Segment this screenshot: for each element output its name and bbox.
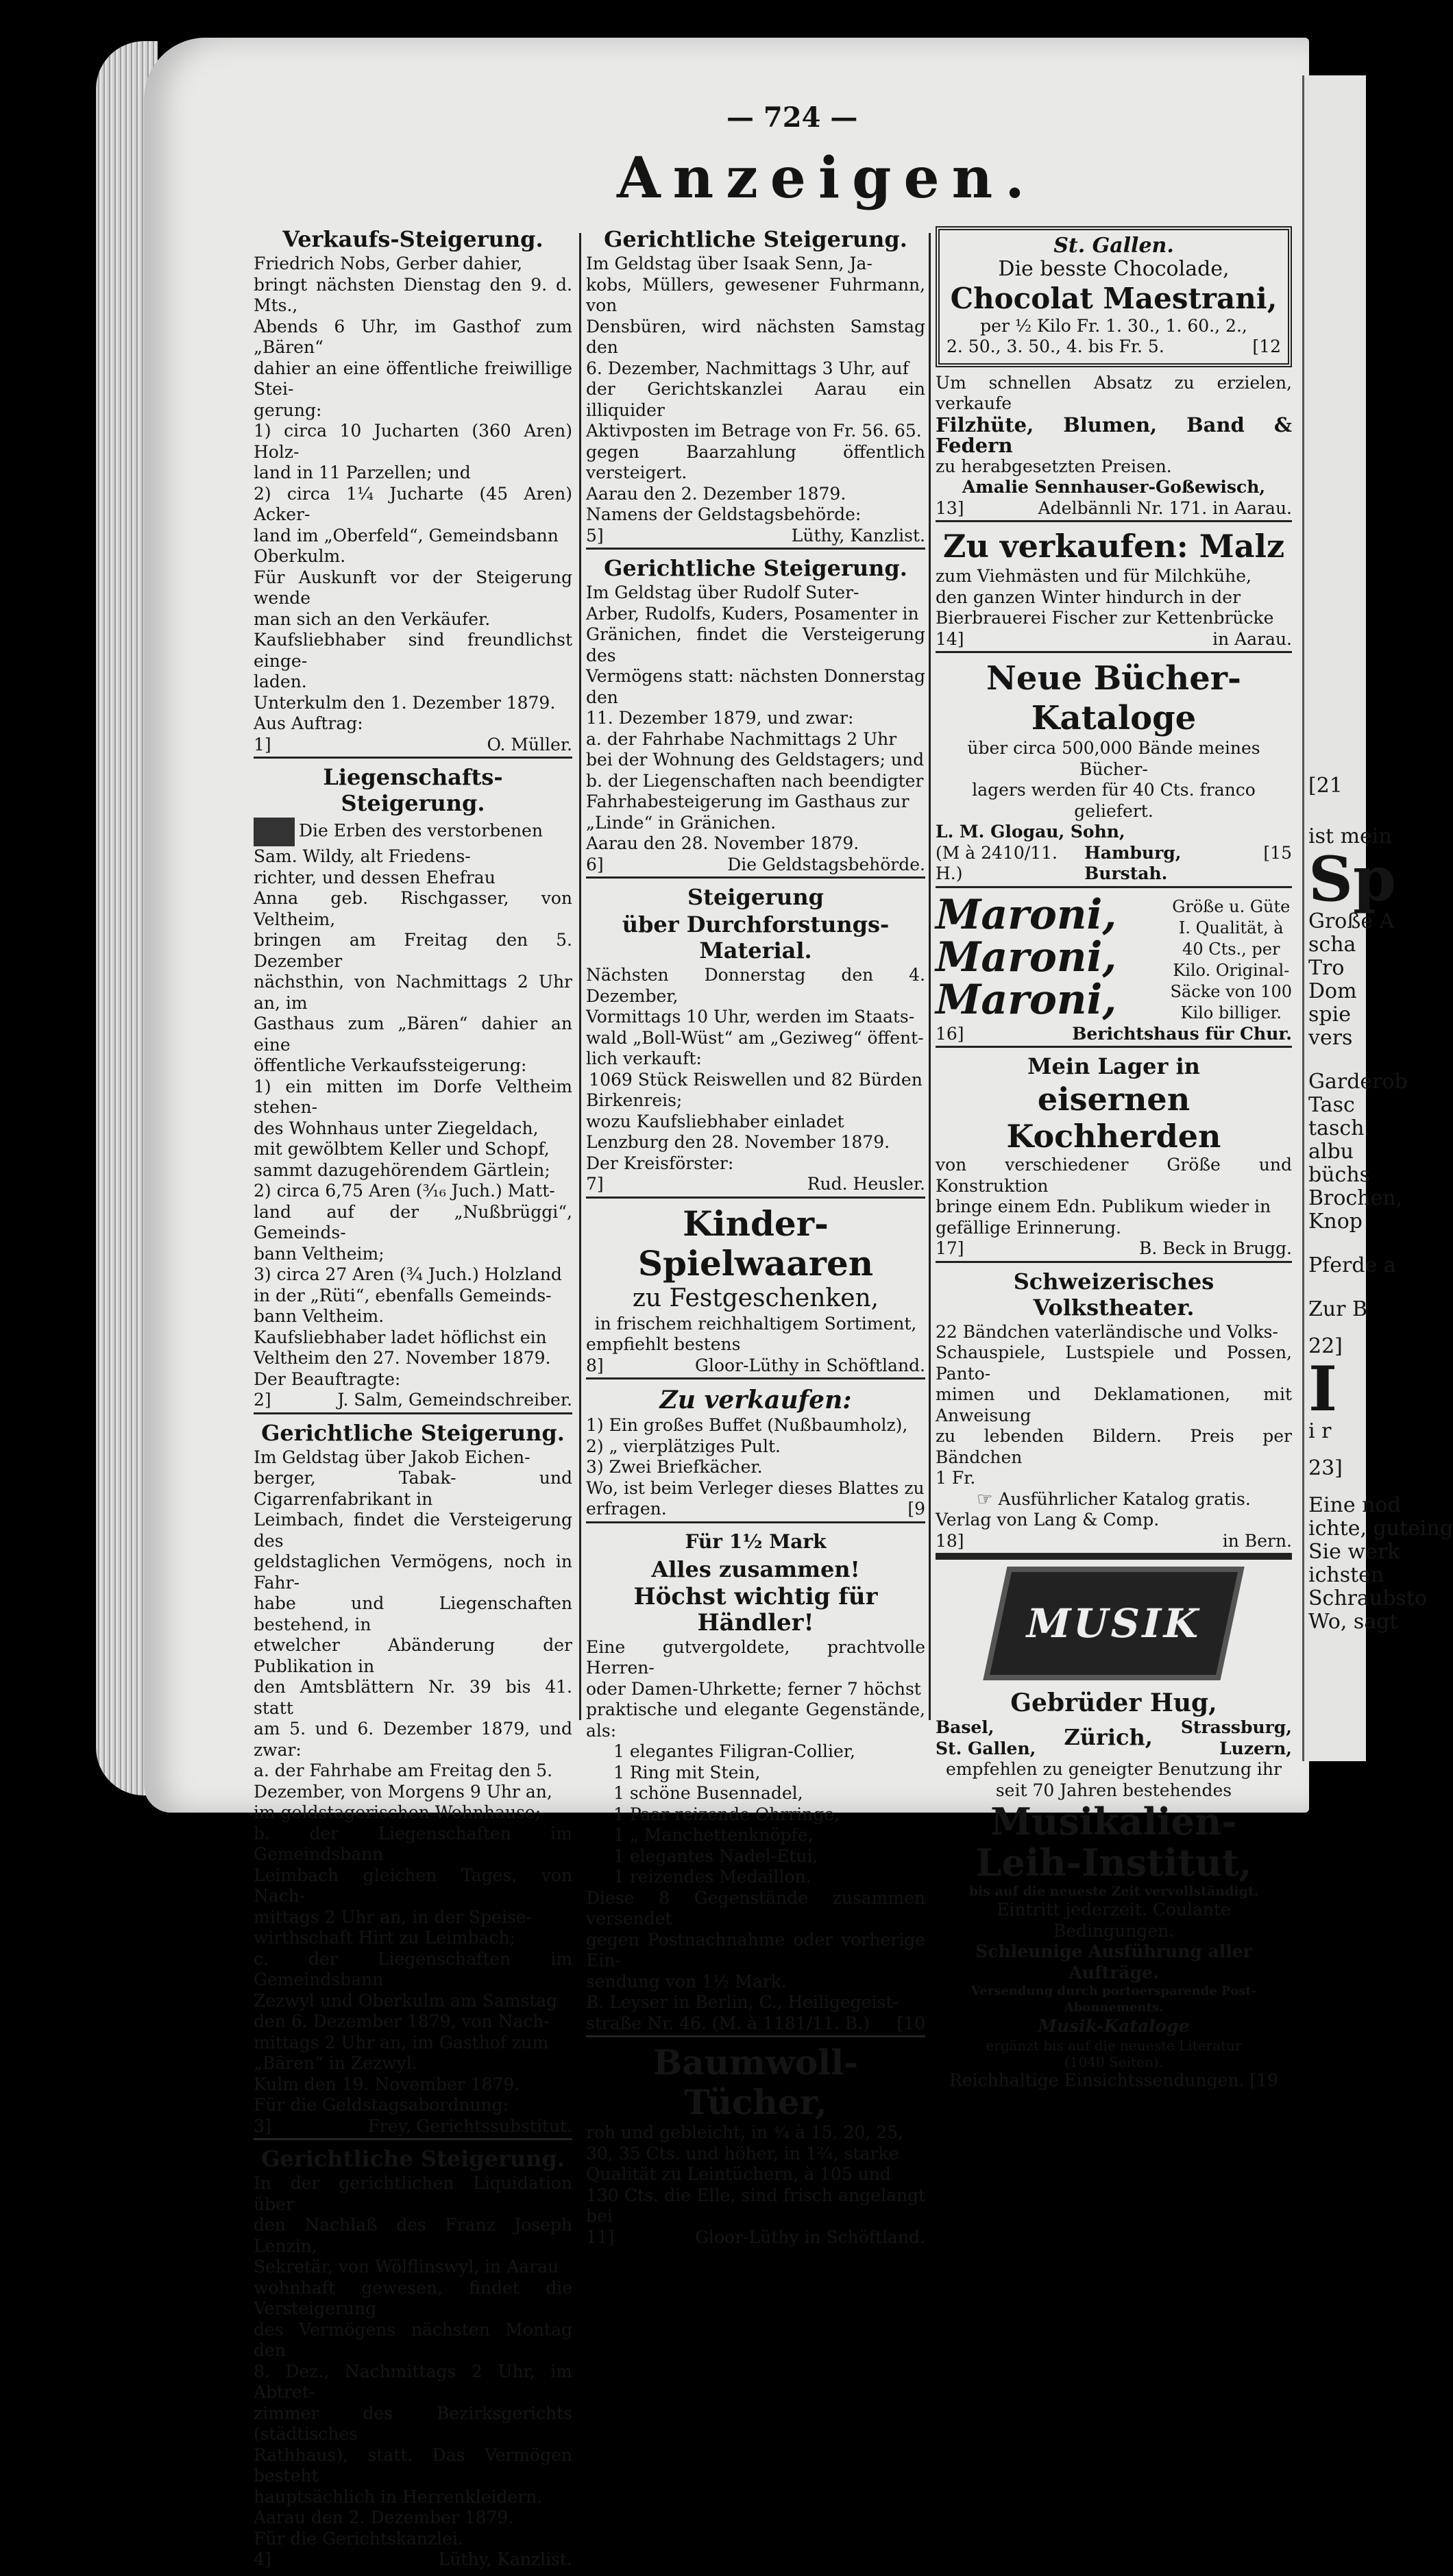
ad-line: Chocolat Maestrani, <box>950 281 1278 315</box>
ad-line: mittags 2 Uhr an, in der Speise- <box>254 1906 533 1927</box>
fragment-line: Große A <box>1308 909 1395 933</box>
ad-line: Amalie Sennhauser-Goßewisch, <box>962 477 1266 497</box>
ad-line: b. der Liegenschaften nach beendigter <box>586 770 924 791</box>
maroni-word: Maroni, <box>936 933 1117 981</box>
ad-line: „Bären“ in Zezwyl. <box>254 2053 417 2073</box>
ad-line: Rathhaus), statt. Das Vermögen besteht <box>254 2444 572 2486</box>
ad-line: bringen am Freitag den 5. Dezember <box>254 930 572 971</box>
ad-line: den Nachlaß des Franz Joseph Lenzin, <box>254 2215 572 2256</box>
ad-8 <box>586 1204 925 1380</box>
fragment-line: Wo, sagt <box>1308 1610 1398 1634</box>
ad-line: laden. <box>254 672 307 691</box>
ad-line: in Bern. <box>1222 1530 1292 1551</box>
ad-line: (1040 Seiten). <box>1064 2053 1163 2070</box>
ad-line: seit 70 Jahren bestehendes <box>995 1780 1232 1800</box>
ad-line: Veltheim den 27. November 1879. <box>254 1348 551 1368</box>
ad-line: 1069 Stück Reiswellen und 82 Bürden <box>589 1069 923 1090</box>
fragment-line: Tro <box>1308 956 1345 980</box>
ad-line: 1) ein mitten im Dorfe Veltheim stehen- <box>254 1076 572 1117</box>
ad-line: Birkenreis; <box>586 1090 683 1110</box>
ad-line: Namens der Geldstagsbehörde: <box>586 504 862 524</box>
ad-line: 2) circa 6,75 Aren (³⁄₁₆ Juch.) Matt- <box>254 1181 555 1201</box>
fragment-line: Sie werk <box>1308 1540 1400 1564</box>
ad-title: Alles zusammen! <box>651 1556 860 1582</box>
fragment-line: Brochen, <box>1308 1186 1403 1210</box>
ad-line: 1 reizendes Medaillon. <box>613 1867 811 1887</box>
ad-line: Im Geldstag über Jakob Eichen- <box>254 1447 530 1467</box>
ad-line: land auf der „Nußbrüggi“, Gemeinds- <box>254 1201 572 1242</box>
ad-line: wirthschaft Hirt zu Leimbach; <box>254 1928 516 1948</box>
ad-line: mit gewölbtem Keller und Schopf, <box>254 1139 550 1159</box>
fragment-line: Zur B <box>1308 1297 1368 1321</box>
ad-18 <box>936 1268 1292 1560</box>
fragment-line: tasch <box>1308 1116 1365 1140</box>
ad-number: [9 <box>907 1499 925 1519</box>
ad-line: Für Auskunft vor der Steigerung wende <box>254 567 572 608</box>
ad-line: Für die Gerichtskanzlei. <box>254 2528 463 2549</box>
ad-title: Verkaufs-Steigerung. <box>282 226 544 252</box>
ad-line: zu herabgesetzten Preisen. <box>936 456 1172 476</box>
ad-line: 40 Cts., per <box>1182 939 1280 959</box>
ad-line: Die besste Chocolade, <box>998 256 1230 281</box>
city: Zürich, <box>1064 1724 1153 1750</box>
ad-line: Unterkulm den 1. Dezember 1879. <box>254 692 556 713</box>
fragment-line: Sp <box>1308 843 1396 916</box>
column-rule <box>579 233 581 1720</box>
ad-pretitle: Für 1½ Mark <box>685 1530 827 1553</box>
ad-title: Gebrüder Hug, <box>1010 1689 1217 1717</box>
ad-line: straße Nr. 46. (M. à 1181/11. B.) <box>586 2013 870 2033</box>
ad-line: gefällige Erinnerung. <box>936 1217 1121 1238</box>
ad-line: 11. Dezember 1879, und zwar: <box>586 708 854 728</box>
ad-number: 3] <box>254 2115 271 2136</box>
ad-line: Sam. Wildy, alt Friedens- <box>254 846 471 866</box>
ad-line: Arber, Rudolfs, Kuders, Posamenter in <box>586 603 919 624</box>
ad-line: Der Kreisförster: <box>586 1153 734 1173</box>
ad-line: Aarau den 2. Dezember 1879. <box>254 2507 514 2527</box>
ad-line: empfehlen zu geneigter Benutzung ihr <box>946 1759 1282 1779</box>
ad-line: Nächsten Donnerstag den 4. Dezember, <box>586 965 925 1006</box>
ad-line: des Wohnhaus unter Ziegeldach, <box>254 1118 539 1138</box>
ad-line: „Linde“ in Gränichen. <box>586 812 777 833</box>
ad-line: Leimbach, findet die Versteigerung des <box>254 1510 572 1551</box>
ad-line: den ganzen Winter hindurch in der <box>936 587 1241 607</box>
ad-line: Wo, ist beim Verleger dieses Blattes zu <box>586 1477 925 1498</box>
ad-line: (M à 2410/11. H.) <box>936 842 1058 883</box>
ad-line: lich verkauft: <box>586 1048 702 1068</box>
ad-line: 22 Bändchen vaterländische und Volks- <box>936 1321 1278 1342</box>
ad-signature: Gloor-Lüthy in Schöftland. <box>695 2227 925 2247</box>
ad-line: a. der Fahrhabe Nachmittags 2 Uhr <box>586 728 897 749</box>
ad-number: 13] <box>936 498 964 518</box>
ad-line: in der „Rüti“, ebenfalls Gemeinds- <box>254 1285 552 1305</box>
fragment-line: scha <box>1308 933 1356 957</box>
ad-line: Friedrich Nobs, Gerber dahier, <box>254 254 523 273</box>
ad-line: sammt dazugehörendem Gärtlein; <box>254 1160 550 1180</box>
ad-title: Gerichtliche Steigerung. <box>604 555 907 581</box>
ad-line: 2) „ vierplätziges Pult. <box>586 1436 781 1456</box>
ad-title: Neue Bücher-Kataloge <box>986 659 1241 737</box>
house-icon <box>254 818 295 846</box>
ad-line: Fahrhabesteigerung im Gasthaus zur <box>586 792 909 811</box>
ad-signature: Frey, Gerichtssubstitut. <box>367 2115 572 2136</box>
ad-line: Musik-Kataloge <box>1038 2016 1190 2036</box>
ad-line: Aarau den 2. Dezember 1879. <box>586 483 846 504</box>
ad-line: Schleunige Ausführung aller Aufträge. <box>975 1941 1252 1983</box>
ad-signature: Lüthy, Kanzlist. <box>791 525 925 545</box>
ad-line: Eine gutvergoldete, prachtvolle Herren- <box>586 1636 925 1678</box>
ad-line: mittags 2 Uhr an, im Gasthof zum <box>254 2032 549 2052</box>
maroni-word: Maroni, <box>936 975 1117 1024</box>
ad-line: oder Damen-Uhrkette; ferner 7 höchst <box>586 1678 921 1699</box>
ad-line: in Aarau. <box>1212 628 1292 649</box>
ad-line: 1) Ein großes Buffet (Nußbaumholz), <box>586 1415 908 1435</box>
ad-title: Schweizerisches Volkstheater. <box>1013 1268 1214 1321</box>
ad-line: 130 Cts. die Elle, sind frisch angelangt bei <box>586 2185 925 2226</box>
ad-15 <box>936 659 1292 888</box>
ad-17 <box>936 1053 1292 1263</box>
ad-line: der Gerichtskanzlei Aarau ein illiquider <box>586 379 925 420</box>
fragment-line: 23] <box>1308 1456 1343 1480</box>
ad-line: Aus Auftrag: <box>254 713 363 733</box>
ad-line: 1 „ Manchettenknöpfe, <box>613 1825 814 1845</box>
fragment-line: ichsten <box>1308 1563 1384 1587</box>
ad-line: Der Beauftragte: <box>254 1369 401 1389</box>
ad-line: 1 elegantes Filigran-Collier, <box>613 1741 855 1761</box>
ad-line: Zezwyl und Oberkulm am Samstag <box>254 1990 558 2011</box>
ad-line: Kaufsliebhaber sind freundlichst einge- <box>254 630 572 671</box>
ad-12 <box>936 226 1292 367</box>
ad-line: bringe einem Edn. Publikum wieder in <box>936 1197 1271 1216</box>
ad-19 <box>936 1567 1292 2091</box>
ad-title: Liegenschafts-Steigerung. <box>323 764 503 816</box>
ad-line: Hamburg, Burstah. <box>1084 842 1182 883</box>
ad-line: etwelcher Abänderung der Publikation in <box>254 1635 572 1676</box>
ad-line: empfiehlt bestens <box>586 1334 741 1354</box>
ad-line: 1) circa 10 Jucharten (360 Aren) Holz- <box>254 421 572 462</box>
ad-number: 8] <box>586 1355 604 1375</box>
ad-line: geldstaglichen Vermögens, noch in Fahr- <box>254 1551 572 1593</box>
column-3 <box>936 226 1292 2096</box>
ad-line: bei der Wohnung des Geldstagers; und <box>586 750 925 770</box>
ad-line: Die Erben des verstorbenen <box>299 820 543 841</box>
ad-10 <box>586 1529 925 2038</box>
fragment-line: I <box>1308 1353 1338 1425</box>
ad-title: Baumwoll-Tücher, <box>652 2042 859 2122</box>
ad-13 <box>936 373 1292 523</box>
ad-number: [10 <box>896 2013 925 2033</box>
ad-line: wald „Boll-Wüst“ am „Geziweg“ öffent- <box>586 1027 924 1048</box>
ad-line: habe und Liegenschaften bestehend, in <box>254 1593 572 1634</box>
ad-number: 14] <box>936 628 964 649</box>
ad-line: Eintritt jederzeit. Coulante Bedingungen. <box>997 1900 1231 1941</box>
ad-line: Kulm den 19. November 1879. <box>254 2074 520 2094</box>
ad-4 <box>254 2146 572 2571</box>
ad-number: 4] <box>254 2549 271 2569</box>
ad-line: den Amtsblättern Nr. 39 bis 41. statt <box>254 1677 572 1718</box>
ad-line: Für die Geldstagsabordnung: <box>254 2095 509 2115</box>
ad-signature: B. Beck in Brugg. <box>1139 1238 1292 1258</box>
ad-line: bringt nächsten Dienstag den 9. d. Mts., <box>254 274 572 315</box>
ad-line: sendung von 1½ Mark. <box>586 1971 787 1991</box>
ad-line: 2) circa 1¼ Jucharte (45 Aren) Acker- <box>254 483 572 524</box>
ad-line: 6. Dezember, Nachmittags 3 Uhr, auf <box>586 358 909 378</box>
ad-9 <box>586 1385 925 1523</box>
ad-line: lagers werden für 40 Cts. franco geliefert. <box>972 780 1256 821</box>
city: Basel, <box>936 1717 994 1737</box>
ad-number: 5] <box>586 525 604 545</box>
ad-title: Zu verkaufen: <box>659 1386 852 1414</box>
ad-5 <box>586 226 925 550</box>
ad-line: roh und gebleicht, in ⁴⁄₄ à 15, 20, 25, <box>586 2122 904 2142</box>
city: Strassburg, <box>1180 1717 1292 1737</box>
city: St. Gallen, <box>936 1738 1036 1758</box>
ad-line: Vermögens statt: nächsten Donnerstag den <box>586 666 925 707</box>
city: Luzern, <box>1219 1738 1292 1758</box>
fragment-line: ichte, guteing <box>1308 1517 1453 1541</box>
ad-line: Filzhüte, Blumen, Band & Federn <box>936 413 1292 457</box>
ad-title: Kinder-Spielwaaren <box>637 1203 874 1284</box>
ad-number: 2] <box>254 1390 271 1410</box>
fragment-line: albu <box>1308 1140 1354 1164</box>
ad-line: Leimbach gleichen Tages, von Nach- <box>254 1865 572 1906</box>
ad-title: Steigerung <box>687 884 824 910</box>
ad-number: 17] <box>936 1238 964 1258</box>
ad-line: Aarau den 28. November 1879. <box>586 833 859 853</box>
fragment-line: i r <box>1308 1419 1332 1443</box>
ad-subtitle: Höchst wichtig für Händler! <box>633 1582 878 1636</box>
page-heading: Anzeigen. <box>617 145 1037 211</box>
ad-line: Qualität zu Leintüchern, à 105 und <box>586 2164 891 2184</box>
ad-1 <box>254 226 572 759</box>
ad-2 <box>254 764 572 1414</box>
ad-line: gerung: <box>254 400 322 420</box>
ad-3 <box>254 1420 572 2141</box>
ad-line: richter, und dessen Ehefrau <box>254 867 496 887</box>
fragment-line: 22] <box>1308 1334 1343 1358</box>
ad-line: Oberkulm. <box>254 546 346 566</box>
ad-line: Kilo billiger. <box>1180 1003 1282 1022</box>
ad-bigline: Leih-Institut, <box>975 1841 1252 1885</box>
ad-line: des Vermögens nächsten Montag den <box>254 2319 572 2360</box>
ad-line: zu lebenden Bildern. Preis per Bändchen <box>936 1426 1292 1467</box>
ad-line: c. der Liegenschaften im Gemeindsbann <box>254 1948 572 1989</box>
ad-line: Lenzburg den 28. November 1879. <box>586 1132 890 1152</box>
ad-line: hauptsächlich in Herrenkleidern. <box>254 2486 543 2507</box>
ad-line: erfragen. <box>586 1499 667 1519</box>
ad-signature: Die Geldstagsbehörde. <box>727 854 925 874</box>
ad-line: Ausführlicher Katalog gratis. <box>998 1488 1251 1509</box>
fragment-line: Tasc <box>1308 1093 1355 1117</box>
ad-line: land im „Oberfeld“, Gemeindsbann <box>254 525 559 545</box>
ad-line: am 5. und 6. Dezember 1879, und zwar: <box>254 1719 572 1760</box>
ad-title: Gerichtliche Steigerung. <box>261 1419 565 1446</box>
adjacent-page-fragment <box>1302 75 1453 1761</box>
ad-line: Kaufsliebhaber ladet höflichst ein <box>254 1327 547 1347</box>
ad-line: Bierbrauerei Fischer zur Kettenbrücke <box>936 608 1274 628</box>
ad-line: Aktivposten im Betrage von Fr. 56. 65. <box>586 421 922 441</box>
ad-7 <box>586 884 925 1199</box>
ad-line: b. der Liegenschaften im Gemeindsbann <box>254 1823 572 1864</box>
fragment-line: ist mein <box>1308 824 1392 848</box>
column-2 <box>586 226 925 2253</box>
musik-logo: MUSIK <box>983 1567 1244 1680</box>
column-1 <box>254 226 572 2576</box>
page-number: — 724 — <box>726 101 858 134</box>
ad-line: zimmer des Bezirksgerichts (städtisches <box>254 2403 572 2444</box>
column-rule <box>929 233 931 1720</box>
ad-line: Schauspiele, Lustspiele und Possen, Panto- <box>936 1342 1292 1384</box>
ad-line: land in 11 Parzellen; und <box>254 463 471 482</box>
ad-line: wozu Kaufsliebhaber einladet <box>586 1111 844 1131</box>
ad-line: Verlag von Lang & Comp. <box>936 1510 1160 1530</box>
ad-line: Versendung durch portoersparende Post-Abonnements. <box>970 1984 1257 2015</box>
ad-line: im geldstagerischen Wohnhause; <box>254 1802 541 1822</box>
ad-number: [12 <box>1252 336 1281 356</box>
ad-title: Zu verkaufen: Malz <box>942 528 1285 565</box>
ad-line: 8. Dez., Nachmittags 2 Uhr, im Abtret- <box>254 2361 572 2402</box>
ad-subtitle: zu Festgeschenken, <box>632 1284 879 1312</box>
ad-title: Mein Lager in <box>1027 1053 1200 1079</box>
ad-line: B. Leyser in Berlin, C., Heiligegeist- <box>586 1992 899 2012</box>
ad-line: gegen Baarzahlung öffentlich versteigert. <box>586 441 925 482</box>
fragment-line: Knop <box>1308 1210 1363 1234</box>
ad-line: bann Veltheim. <box>254 1306 384 1326</box>
fragment-line: Eine nod <box>1308 1493 1401 1517</box>
ad-line: 1 Ring mit Stein, <box>613 1762 761 1782</box>
ad-line: praktische und elegante Gegenstände, als: <box>586 1700 925 1741</box>
ad-number: 18] <box>936 1530 964 1551</box>
ad-line: 3) circa 27 Aren (¾ Juch.) Holzland <box>254 1264 562 1284</box>
ad-line: Gasthaus zum „Bären“ dahier an eine <box>254 1014 572 1055</box>
ad-line: bis auf die neueste Zeit vervollständigt. <box>968 1884 1259 1899</box>
fragment-line: Schraubsto <box>1308 1586 1427 1610</box>
fragment-line: büchs <box>1308 1163 1371 1187</box>
ad-line: 30, 35 Cts. und höher, in 1²⁄₄, starke <box>586 2143 899 2163</box>
ad-subtitle: über Durchforstungs-Material. <box>622 911 890 964</box>
ad-subtitle: eisernen Kochherden <box>1006 1081 1221 1155</box>
fragment-line: vers <box>1308 1026 1353 1050</box>
ad-line: Reichhaltige Einsichtssendungen. <box>949 2070 1245 2090</box>
ad-line: 1 schöne Busennadel, <box>613 1783 803 1803</box>
ad-line: 1 elegantes Nadel-Etui, <box>613 1845 818 1866</box>
ad-line: öffentliche Verkaufssteigerung: <box>254 1055 527 1075</box>
ad-signature: O. Müller. <box>487 734 572 755</box>
ad-line: Vormittags 10 Uhr, werden im Staats- <box>586 1007 915 1027</box>
ad-line: St. Gallen. <box>1053 234 1174 258</box>
ad-line: Diese 8 Gegenstände zusammen versendet <box>586 1887 925 1928</box>
ad-number: 1] <box>254 734 271 755</box>
ad-signature: Berichtshaus für Chur. <box>1072 1023 1292 1044</box>
ad-6 <box>586 555 925 879</box>
ad-line: a. der Fahrhabe am Freitag den 5. <box>254 1761 553 1780</box>
ad-line: Im Geldstag über Isaak Senn, Ja- <box>586 254 872 273</box>
ad-line: nächsthin, von Nachmittags 2 Uhr an, im <box>254 972 572 1013</box>
maroni-word: Maroni, <box>936 890 1117 939</box>
ad-line: Um schnellen Absatz zu erzielen, verkaufe <box>936 372 1292 413</box>
ad-14 <box>936 528 1292 653</box>
ad-line: den 6. Dezember 1879, von Nach- <box>254 2011 550 2031</box>
ad-line: Säcke von 100 <box>1170 981 1292 1001</box>
ad-line: Kilo. Original- <box>1173 960 1290 980</box>
ad-line: Anna geb. Rischgasser, von Veltheim, <box>254 888 572 929</box>
ad-number: 7] <box>586 1174 604 1194</box>
ad-line: 3) Zwei Briefkächer. <box>586 1457 763 1477</box>
ad-signature: Lüthy, Kanzlist. <box>438 2549 572 2569</box>
ad-line: Sekretär, von Wölflinswyl, in Aarau <box>254 2257 559 2277</box>
ad-signature: J. Salm, Gemeindschreiber. <box>337 1390 572 1410</box>
ad-line: zum Viehmästen und für Milchkühe, <box>936 566 1251 586</box>
ad-signature: Rud. Heusler. <box>807 1174 925 1194</box>
ad-line: bann Veltheim; <box>254 1243 384 1264</box>
ad-line: per ½ Kilo Fr. 1. 30., 1. 60., 2., <box>980 315 1247 336</box>
ad-line: Größe u. Güte <box>1172 896 1291 916</box>
ad-line: Densbüren, wird nächsten Samstag den <box>586 316 925 357</box>
ad-line: Gränichen, findet die Versteigerung des <box>586 624 925 665</box>
fragment-line: [21 <box>1308 774 1343 798</box>
ad-line: Abends 6 Uhr, im Gasthof zum „Bären“ <box>254 316 572 357</box>
fragment-line: Garderob <box>1308 1070 1408 1094</box>
fragment-line: spie <box>1308 1003 1351 1027</box>
ad-11 <box>586 2043 925 2248</box>
ad-number: 11] <box>586 2227 615 2247</box>
ad-bigline: Musikalien- <box>990 1800 1237 1843</box>
fragment-line: Pferde a <box>1308 1253 1396 1277</box>
ad-line: über circa 500,000 Bände meines Bücher- <box>967 738 1260 779</box>
ad-number: 6] <box>586 854 604 874</box>
fragment-line: Dom <box>1308 979 1357 1003</box>
ad-line: wohnhaft gewesen, findet die Versteigerung <box>254 2277 572 2318</box>
ad-16 <box>936 890 1292 1048</box>
ad-number: 16] <box>936 1023 964 1044</box>
ad-line: mimen und Deklamationen, mit Anweisung <box>936 1384 1292 1425</box>
ad-line: Dezember, von Morgens 9 Uhr an, <box>254 1781 552 1802</box>
ad-number: [15 <box>1263 842 1292 863</box>
ad-line: Adelbännli Nr. 171. in Aarau. <box>1038 498 1292 518</box>
ad-signature: Gloor-Lüthy in Schöftland. <box>695 1355 925 1375</box>
ad-line: ergänzt bis auf die neueste Literatur <box>986 2037 1242 2054</box>
ad-line: in frischem reichhaltigem Sortiment, <box>594 1313 917 1334</box>
pointing-hand-icon: ☞ <box>977 1488 993 1510</box>
ad-line: dahier an eine öffentliche freiwillige Stei- <box>254 358 572 399</box>
ad-title: Gerichtliche Steigerung. <box>261 2146 565 2172</box>
ad-title: Gerichtliche Steigerung. <box>604 226 907 252</box>
ad-line: kobs, Müllers, gewesener Fuhrmann, von <box>586 274 925 315</box>
ad-line: gegen Postnachnahme oder vorherige Ein- <box>586 1929 925 1970</box>
ad-line: man sich an den Verkäufer. <box>254 609 491 629</box>
ad-line: Im Geldstag über Rudolf Suter- <box>586 582 859 602</box>
ad-line: von verschiedener Größe und Konstruktion <box>936 1155 1292 1196</box>
ad-line: L. M. Glogau, Sohn, <box>936 822 1125 842</box>
ad-line: I. Qualität, à <box>1178 918 1284 937</box>
ad-line: 1 Fr. <box>936 1468 976 1488</box>
ad-line: berger, Tabak- und Cigarrenfabrikant in <box>254 1468 572 1509</box>
ad-number: [19 <box>1249 2070 1278 2090</box>
ad-line: In der gerichtlichen Liquidation über <box>254 2173 572 2214</box>
ad-line: 2. 50., 3. 50., 4. bis Fr. 5. <box>947 336 1164 356</box>
ad-line: 1 Paar reizende Ohrringe, <box>613 1804 840 1824</box>
